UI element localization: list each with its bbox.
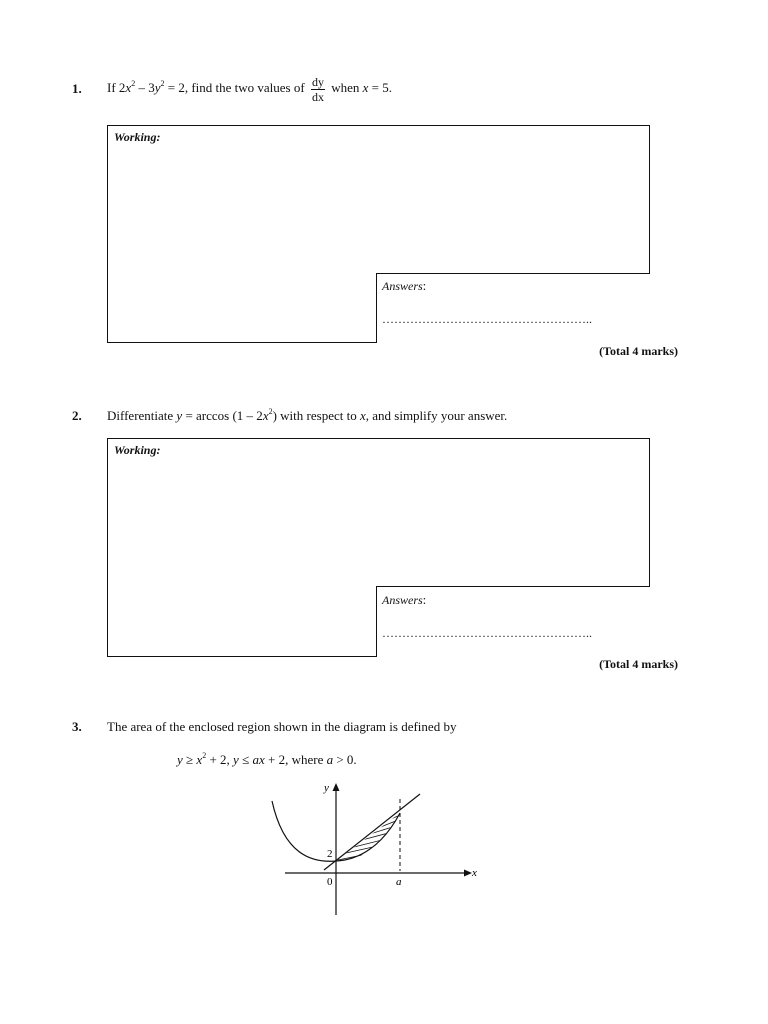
question-2-answers-label [382,592,426,608]
question-2-working-label: Working: [114,443,161,457]
cond-exp: 2 [202,751,207,760]
cond-5: > 0. [333,752,357,767]
cond-x: x [196,752,203,767]
question-2-answer-line[interactable]: …………………………………………….. [382,626,592,640]
intercept-label: 2 [327,848,333,860]
q2-var-y: y [176,408,183,423]
question-2-number: 2. [72,408,82,423]
q1-minus: – 3 [135,80,155,95]
cond-1: ≥ [182,752,197,767]
cond-a: a [252,752,259,767]
cond-y1: y [177,752,183,767]
straight-line [324,794,420,870]
q1-text-x: x [362,80,369,95]
y-axis-label: y [324,782,329,794]
question-3-text: The area of the enclosed region shown in the diagram is defined by [107,719,457,734]
cond-x2: x [258,752,265,767]
q2-text-mid2: ) with respect to [272,408,357,423]
cond-y2: y [233,752,239,767]
q2-text-end: , and simplify your answer. [365,408,508,423]
q2-text-mid: = arccos (1 – 2 [182,408,263,423]
cond-4: + 2, where [264,752,327,767]
q1-exp2: 2 [160,79,165,88]
q1-text-start: If 2 [107,80,126,95]
question-1-answer-line[interactable]: …………………………………………….. [382,312,592,326]
x-axis-label: x [472,867,477,879]
question-3-number: 3. [72,719,82,734]
fraction-denominator: dx [311,89,324,104]
y-axis-arrow [333,783,340,791]
answers-label-colon: : [422,592,427,607]
question-1-working-label: Working: [114,130,161,144]
region-diagram [260,775,490,925]
q1-text-mid: = 2, find the two values of [164,80,305,95]
a-label: a [396,876,402,888]
q1-var-x: x [125,80,132,95]
q1-text-when: when [331,80,360,95]
question-1-total-marks: (Total 4 marks) [599,344,678,358]
q2-text-start: Differentiate [107,408,174,423]
question-3-conditions [177,752,357,768]
q1-exp1: 2 [131,79,136,88]
cond-3: ≤ [238,752,253,767]
cond-a2: a [326,752,334,767]
q2-var-x2: x [359,408,366,423]
q2-exp: 2 [268,407,273,416]
question-1-number: 1. [72,81,82,96]
answers-label-colon: : [422,278,427,293]
q1-text-end: = 5. [368,80,392,95]
answers-label-text: Answers [382,279,423,293]
q1-var-y: y [154,80,161,95]
fraction-numerator: dy [311,74,324,89]
answers-label-text: Answers [382,593,423,607]
cond-2: + 2, [206,752,234,767]
origin-label: 0 [327,876,333,888]
q2-var-x: x [262,408,269,423]
x-axis-arrow [464,870,472,877]
question-2-total-marks: (Total 4 marks) [599,657,678,671]
